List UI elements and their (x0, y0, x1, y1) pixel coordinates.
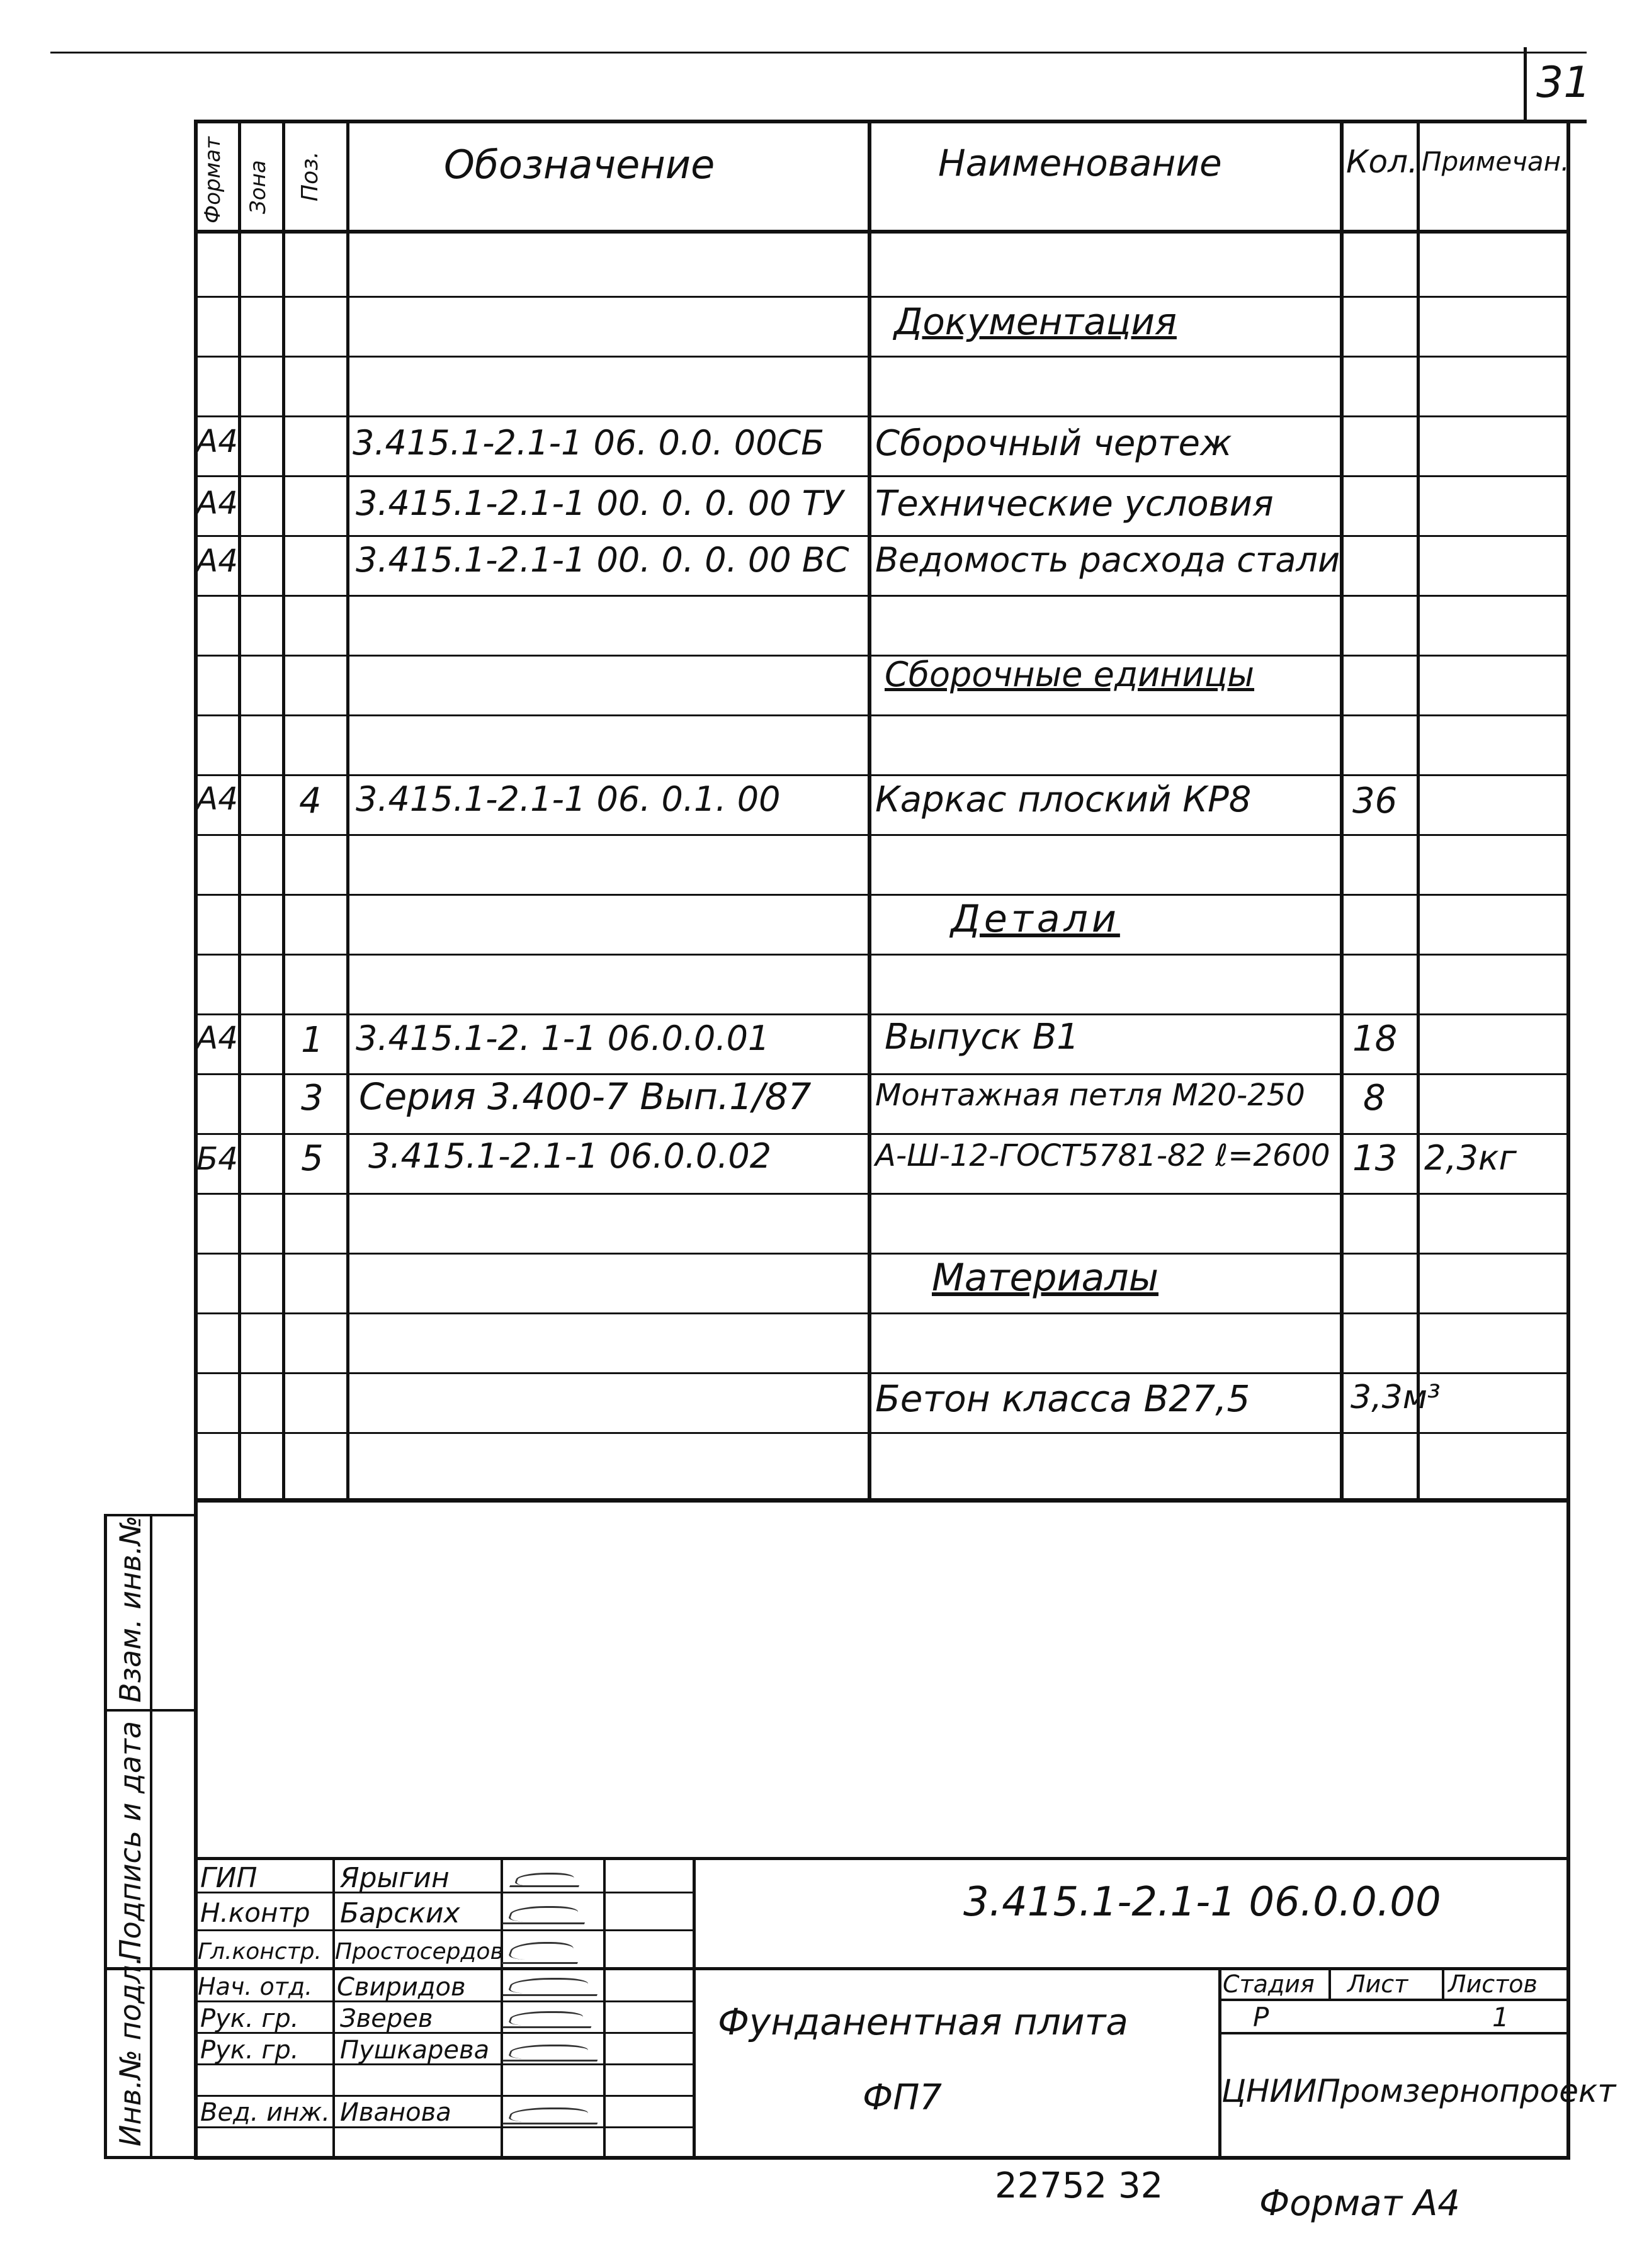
row-name: Монтажная петля М20-250 (875, 1078, 1305, 1113)
signature (502, 2101, 605, 2124)
footer-numbers: 22752 32 (995, 2165, 1164, 2206)
row-name: Сборочный чертеж (875, 423, 1232, 464)
row-line (194, 296, 1570, 298)
signature (502, 1936, 587, 1964)
staff-role: Гл.констр. (198, 1939, 322, 1965)
row-designation: 3.415.1-2.1-1 00. 0. 0. 00 ТУ (356, 483, 844, 523)
row-qty: 18 (1352, 1018, 1398, 1059)
row-line (194, 415, 1570, 417)
row-qty: 13 (1352, 1138, 1398, 1179)
header-name: Наименование (938, 142, 1222, 184)
row-line (194, 535, 1570, 537)
row-format: A4 (196, 543, 239, 579)
staff-role: Рук. гр. (200, 2036, 299, 2065)
tb-mid (693, 1967, 1570, 1970)
row-designation: Серия 3.400-7 Вып.1/87 (359, 1075, 812, 1118)
row-name: Выпуск В1 (885, 1017, 1079, 1058)
staff-name: Барских (340, 1897, 460, 1929)
row-line (194, 356, 1570, 358)
row-qty: 3,3м³ (1351, 1379, 1441, 1416)
drawing-subtitle: ФП7 (863, 2077, 942, 2118)
tb-vert-2 (501, 1857, 503, 2156)
row-pos: 1 (301, 1020, 324, 1061)
row-line (194, 714, 1570, 716)
tb-vert-4 (693, 1857, 696, 2156)
tb-vert-7 (1442, 1967, 1444, 2000)
row-format: A4 (196, 485, 239, 521)
stage-label: Стадия (1223, 1970, 1315, 1998)
row-designation: 3.415.1-2. 1-1 06.0.0.01 (356, 1018, 770, 1058)
side-strip-bottom (104, 2156, 197, 2159)
row-line (194, 1013, 1570, 1015)
row-format: A4 (196, 1020, 239, 1056)
sheet-label: Лист (1347, 1970, 1408, 1998)
row-line (194, 954, 1570, 956)
row-format: Б4 (196, 1141, 239, 1177)
row-format: A4 (196, 781, 239, 817)
side-strip-div (104, 1709, 197, 1712)
frame-bottom (194, 2156, 1570, 2160)
section-documentation: Документация (894, 300, 1177, 343)
stage-value: Р (1253, 2002, 1269, 2033)
row-line (194, 1133, 1570, 1135)
document-code: 3.415.1-2.1-1 06.0.0.00 (963, 1879, 1441, 1926)
staff-name: Пушкарева (340, 2036, 490, 2065)
signature (502, 2038, 605, 2062)
side-label-inv-replace: Взам. инв.№ (113, 1515, 147, 1703)
tb-vert-6 (1328, 1967, 1331, 2000)
staff-role: Н.контр (200, 1897, 310, 1928)
staff-name: Простосердов (335, 1939, 504, 1965)
row-name: Технические условия (875, 483, 1274, 524)
row-line (194, 595, 1570, 597)
row-name: А-Ш-12-ГОСТ5781-82 ℓ=2600 (875, 1138, 1330, 1173)
tb-vert-3 (603, 1857, 606, 2156)
col-line-5 (1340, 120, 1344, 1499)
row-designation: 3.415.1-2.1-1 06. 0.0. 00СБ (353, 423, 825, 463)
drawing-title: Фунданентная плита (718, 2000, 1128, 2043)
row-pos: 5 (301, 1138, 324, 1179)
row-qty: 36 (1352, 781, 1398, 821)
col-line-2 (282, 120, 285, 1499)
signature (502, 2005, 599, 2028)
signature (502, 1900, 593, 1924)
tb-staff-row (194, 1929, 693, 1931)
staff-role: Рук. гр. (200, 2004, 299, 2033)
col-line-6 (1417, 120, 1420, 1499)
tb-vert-5 (1218, 1967, 1221, 2156)
col-line-3 (346, 120, 349, 1499)
col-line-1 (238, 120, 241, 1499)
tb-vert-1 (332, 1857, 335, 2156)
header-zone: Зона (246, 160, 271, 214)
staff-role: ГИП (200, 1862, 258, 1894)
frame-right (1566, 120, 1570, 2159)
row-line (194, 655, 1570, 657)
row-note: 2,3кг (1424, 1138, 1517, 1178)
tb-staff-row (194, 1967, 693, 1970)
organization: ЦНИИПромзернопроект (1221, 2073, 1616, 2109)
side-strip-inner (150, 1514, 152, 2156)
side-label-sign-date: Подпись и дата (113, 1720, 147, 1961)
row-pos: 3 (301, 1078, 324, 1119)
row-line (194, 1312, 1570, 1314)
row-pos: 4 (299, 781, 322, 821)
sheets-label: Листов (1448, 1970, 1538, 1998)
col-line-4 (868, 120, 871, 1499)
staff-name: Иванова (340, 2098, 451, 2127)
sheets-value: 1 (1492, 2002, 1509, 2033)
format-label: Формат А4 (1259, 2183, 1460, 2224)
header-designation: Обозначение (444, 142, 715, 188)
header-bottom (194, 230, 1570, 234)
top-rule (50, 52, 1587, 54)
section-materials: Материалы (932, 1256, 1158, 1300)
header-note: Примечан. (1422, 146, 1570, 177)
row-qty: 8 (1363, 1078, 1386, 1119)
frame-top (194, 120, 1587, 123)
header-qty: Кол. (1346, 144, 1418, 180)
row-line (194, 1372, 1570, 1374)
row-designation: 3.415.1-2.1-1 06.0.0.02 (368, 1136, 772, 1176)
staff-name: Свиридов (337, 1973, 466, 2002)
sheet-number-box-left (1524, 47, 1527, 121)
tb-stage-row (1218, 1999, 1570, 2001)
tb-staff-row (194, 2095, 693, 2097)
row-line (194, 894, 1570, 896)
staff-name: Зверев (340, 2004, 433, 2033)
sheet-number: 31 (1536, 58, 1591, 108)
side-strip-left (104, 1514, 107, 2156)
row-designation: 3.415.1-2.1-1 00. 0. 0. 00 ВС (356, 540, 849, 580)
row-name: Ведомость расхода стали (875, 540, 1340, 580)
section-parts: Детали (951, 897, 1120, 941)
row-line (194, 1253, 1570, 1255)
staff-role: Нач. отд. (198, 1973, 313, 2000)
row-format: A4 (196, 423, 239, 460)
signature (502, 1972, 606, 1996)
row-line (194, 1432, 1570, 1434)
header-pos: Поз. (297, 151, 323, 201)
side-label-inv-original: Инв.№ подл. (113, 1956, 147, 2147)
tb-stage-bottom (1218, 2032, 1570, 2034)
row-line (194, 475, 1570, 477)
tb-top (194, 1857, 1570, 1860)
signature (509, 1866, 586, 1887)
row-line (194, 1193, 1570, 1195)
row-line (194, 774, 1570, 776)
row-name: Бетон класса В27,5 (875, 1377, 1250, 1420)
row-name: Каркас плоский КР8 (875, 779, 1252, 820)
row-line (194, 834, 1570, 836)
section-assembly-units: Сборочные единицы (885, 655, 1255, 694)
staff-name: Ярыгин (340, 1862, 450, 1894)
table-bottom (194, 1498, 1570, 1503)
header-format: Формат (200, 137, 225, 223)
staff-role: Вед. инж. (200, 2098, 331, 2127)
row-designation: 3.415.1-2.1-1 06. 0.1. 00 (356, 779, 781, 819)
